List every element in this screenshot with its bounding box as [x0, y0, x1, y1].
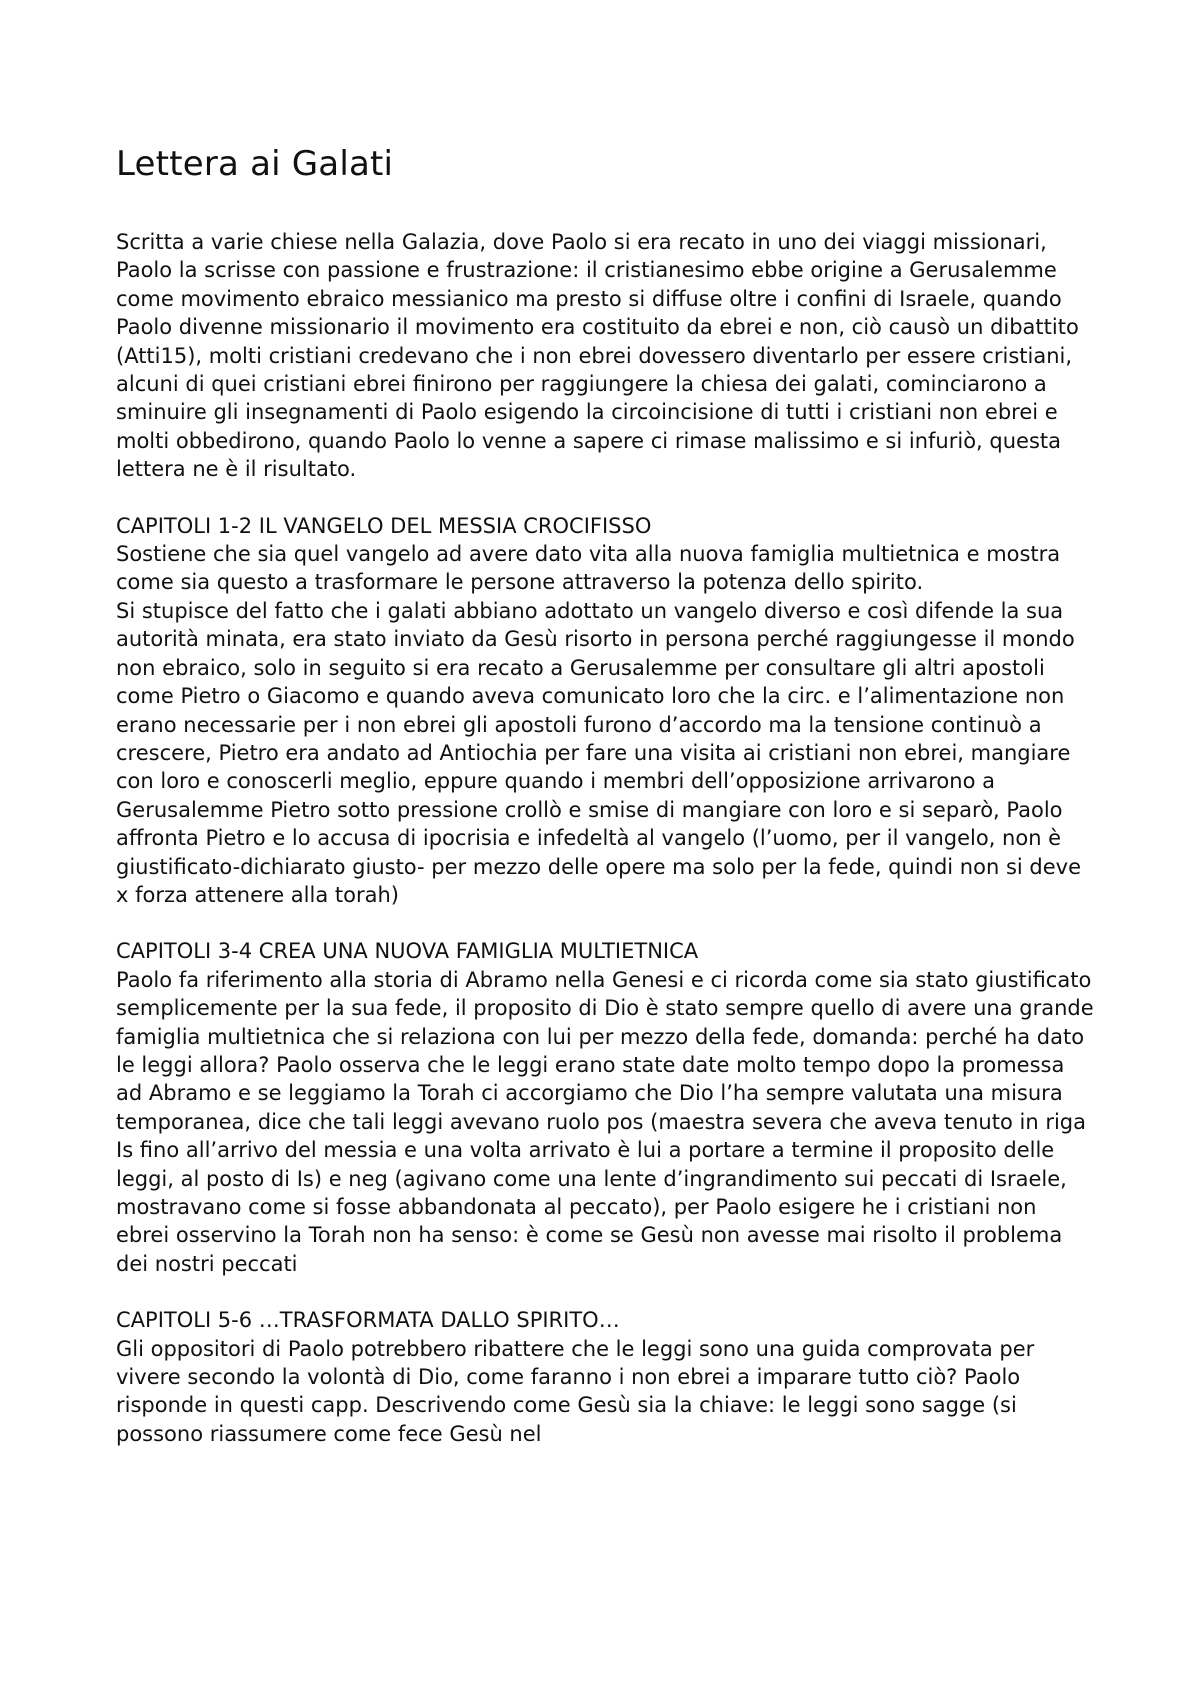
section-heading: CAPITOLI 1-2 IL VANGELO DEL MESSIA CROCIFISSO: [116, 513, 652, 538]
section-chapters-1-2: [116, 512, 1096, 910]
intro-paragraph: Scritta a varie chiese nella Galazia, dove Paolo si era recato in uno dei viaggi missionari, Paolo la scrisse con passione e frustrazione: il cristianesimo ebbe origine a Gerusalemme come movimento ebraico messianico ma presto si diffuse oltre i confini di Israele, quando Paolo divenne missionario il movimento era costituito da ebrei e non, ciò causò un dibattito (Atti15), molti cristiani credevano che i non ebrei dovessero diventarlo per essere cristiani, alcuni di quei cristiani ebrei finirono per raggiungere la chiesa dei galati, cominciarono a sminuire gli insegnamenti di Paolo esigendo la circoincisione di tutti i cristiani non ebrei e molti obbedirono, quando Paolo lo venne a sapere ci rimase malissimo e si infuriò, questa lettera ne è il risultato.: [116, 230, 1079, 482]
section-heading: CAPITOLI 5-6 …TRASFORMATA DALLO SPIRITO…: [116, 1308, 620, 1333]
section-paragraph: Gli oppositori di Paolo potrebbero ribattere che le leggi sono una guida comprovata per vivere secondo la volontà di Dio, come faranno i non ebrei a imparare tutto ciò? Paolo risponde in questi capp. Descrivendo come Gesù sia la chiave: le leggi sono sagge (si possono riassumere come fece Gesù nel: [116, 1336, 1035, 1446]
section-chapters-5-6: [116, 1306, 1096, 1448]
section-heading: CAPITOLI 3-4 CREA UNA NUOVA FAMIGLIA MULTIETNICA: [116, 939, 699, 964]
section-chapters-3-4: [116, 937, 1096, 1278]
document-page: [116, 142, 1096, 1448]
section-paragraph: Si stupisce del fatto che i galati abbiano adottato un vangelo diverso e così difende la sua autorità minata, era stato inviato da Gesù risorto in persona perché raggiungesse il mondo non ebraico, solo in seguito si era recato a Gerusalemme per consultare gli altri apostoli come Pietro o Giacomo e quando aveva comunicato loro che la circ. e l’alimentazione non erano necessarie per i non ebrei gli apostoli furono d’accordo ma la tensione continuò a crescere, Pietro era andato ad Antiochia per fare una visita ai cristiani non ebrei, mangiare con loro e conoscerli meglio, eppure quando i membri dell’opposizione arrivarono a Gerusalemme Pietro sotto pressione crollò e smise di mangiare con loro e si separò, Paolo affronta Pietro e lo accusa di ipocrisia e infedeltà al vangelo (l’uomo, per il vangelo, non è giustificato-dichiarato giusto- per mezzo delle opere ma solo per la fede, quindi non si deve x forza attenere alla torah): [116, 598, 1081, 907]
section-paragraph: Sostiene che sia quel vangelo ad avere dato vita alla nuova famiglia multietnica e mostra come sia questo a trasformare le persone attraverso la potenza dello spirito.: [116, 542, 1061, 595]
document-title: Lettera ai Galati: [116, 144, 394, 184]
section-paragraph: Paolo fa riferimento alla storia di Abramo nella Genesi e ci ricorda come sia stato giustificato semplicemente per la sua fede, il proposito di Dio è stato sempre quello di avere una grande famiglia multietnica che si relaziona con lui per mezzo della fede, domanda: perché ha dato le leggi allora? Paolo osserva che le leggi erano state date molto tempo dopo la promessa ad Abramo e se leggiamo la Torah ci accorgiamo che Dio l’ha sempre valutata una misura temporanea, dice che tali leggi avevano ruolo pos (maestra severa che aveva tenuto in riga Is fino all’arrivo del messia e una volta arrivato è lui a portare a termine il proposito delle leggi, al posto di Is) e neg (agivano come una lente d’ingrandimento sui peccati di Israele, mostravano come si fosse abbandonata al peccato), per Paolo esigere he i cristiani non ebrei osservino la Torah non ha senso: è come se Gesù non avesse mai risolto il problema dei nostri peccati: [116, 967, 1094, 1276]
